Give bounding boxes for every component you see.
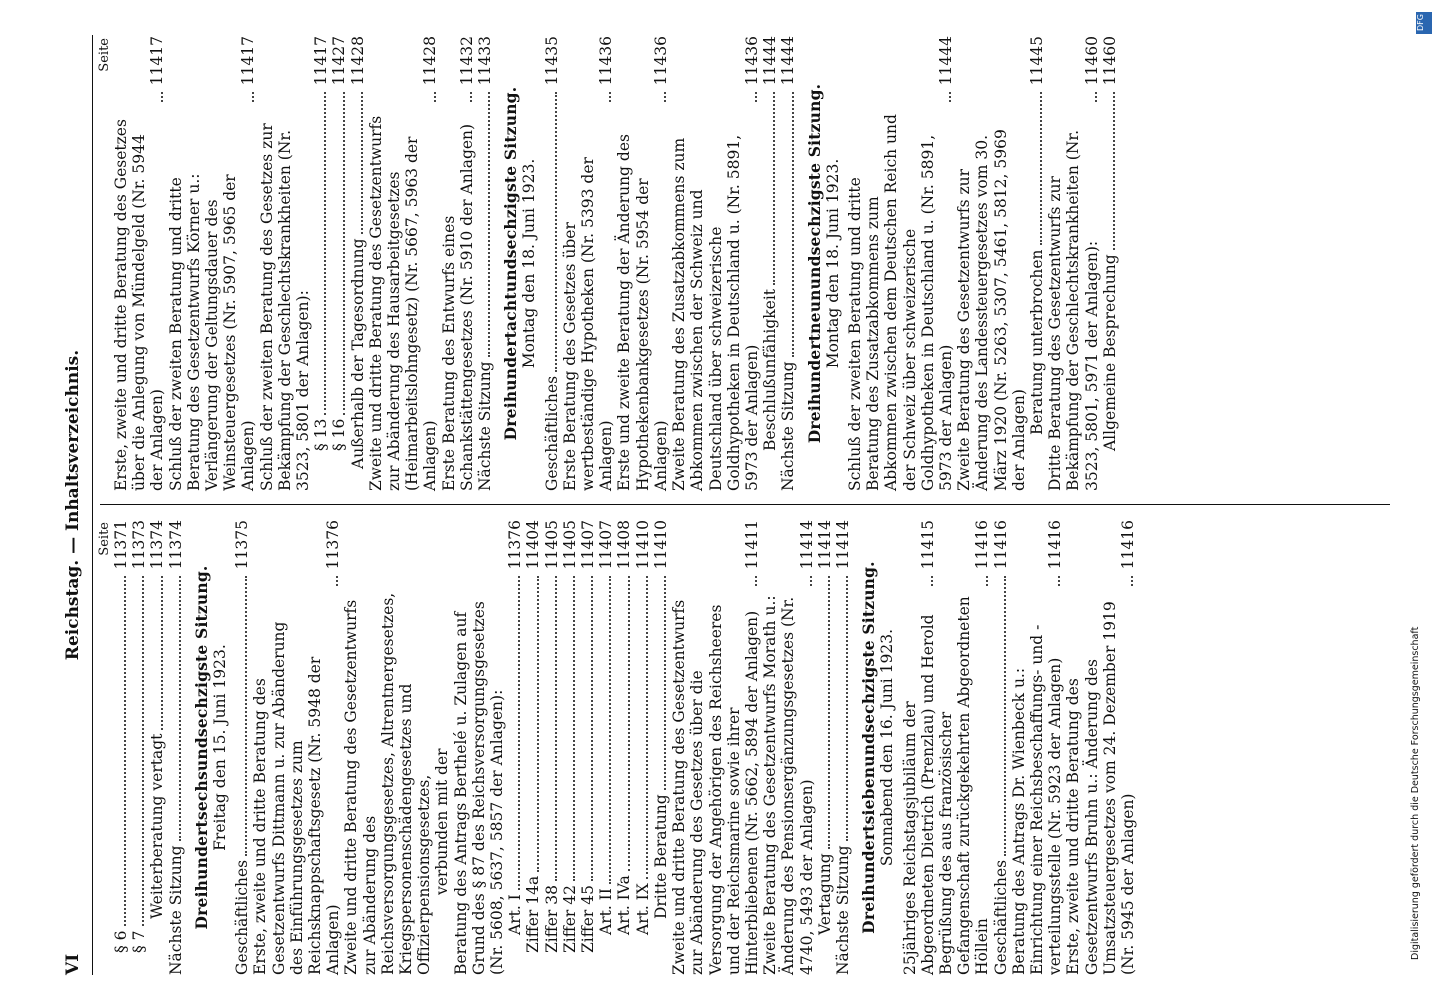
leader-dots bbox=[931, 576, 933, 586]
leader-dots bbox=[664, 576, 666, 790]
page-header bbox=[60, 35, 88, 975]
entry-text: Weiterberatung vertagt bbox=[148, 733, 167, 919]
entry-text: § 7 bbox=[130, 930, 149, 953]
toc-entry bbox=[367, 36, 440, 491]
page-ref: 11436 bbox=[651, 36, 670, 86]
toc-entry bbox=[779, 36, 797, 491]
toc-entry bbox=[167, 36, 258, 491]
page-ref: 11414 bbox=[797, 520, 816, 570]
leader-dots bbox=[1113, 92, 1115, 250]
entry-text: Beratung des Antrags Dr. Wienbeck u.: Einrichtung einer Reichsbeschaffungs- und -verteilungsstelle (Nr. 5923 der Anlagen) bbox=[1009, 624, 1065, 975]
leader-dots bbox=[609, 92, 611, 102]
toc-entry bbox=[615, 36, 670, 491]
page-ref: 11444 bbox=[779, 36, 798, 86]
toc-entry bbox=[937, 520, 992, 975]
leader-dots bbox=[664, 92, 666, 102]
session-heading: Dreihundertsiebenundsechzigste Sitzung. bbox=[859, 561, 879, 934]
session-date: Freitag den 15. Juni 1923. bbox=[211, 644, 230, 851]
entry-text: Erste, zweite und dritte Beratung des Gesetzentwurfs Dittmann u. zur Abänderung des Einführungsgesetzes zum Reichsknappschaftsgesetz (Nr. 5948 der Anlagen) bbox=[251, 621, 343, 975]
leader-dots bbox=[142, 576, 144, 926]
leader-dots bbox=[1058, 576, 1060, 586]
entry-text: Geschäftliches bbox=[233, 859, 252, 975]
entry-text: Schluß der zweiten Beratung und dritte Beratung des Zusatzabkommens zum Abkommen zwischen dem Deutschen Reich und der Schweiz über schweizerische Goldhypotheken in Deutschland u. (Nr. 5891, 5973 der Anlagen) bbox=[845, 114, 955, 491]
toc-entry bbox=[561, 520, 579, 975]
toc-entry bbox=[476, 36, 494, 491]
entry-text: verbunden mit der bbox=[433, 748, 452, 895]
toc-entry bbox=[312, 36, 330, 491]
leader-dots bbox=[124, 576, 126, 926]
toc-entry bbox=[330, 36, 348, 491]
entry-text: § 16 bbox=[330, 418, 349, 451]
entry-text: Geschäftliches bbox=[542, 375, 561, 491]
entry-text: Zweite Beratung des Zusatzabkommens zum Abkommen zwischen der Schweiz und Deutschland über schweizerische Goldhypotheken in Deutschland u. (Nr. 5891, 5973 der Anlagen) bbox=[670, 134, 761, 491]
entry-text: Allgemeine Besprechung bbox=[1100, 254, 1119, 451]
page-ref: 11417 bbox=[239, 36, 258, 86]
page-ref: 11376 bbox=[506, 520, 525, 570]
entry-text: Zweite und dritte Beratung des Gesetzentwurfs zur Abänderung des Hausarbeitgesetzes (Heimarbeitslohngesetz) (Nr. 5667, 5963 der Anlagen) bbox=[366, 115, 440, 491]
toc-entry bbox=[670, 520, 761, 975]
toc-entry bbox=[1064, 520, 1137, 975]
toc-entry bbox=[761, 520, 816, 975]
entry-text: Beratung unterbrochen bbox=[1027, 249, 1046, 435]
entry-text: Geschäftliches bbox=[991, 859, 1010, 975]
page-ref: 11416 bbox=[991, 520, 1010, 570]
leader-dots bbox=[555, 576, 557, 881]
toc-entry bbox=[1046, 36, 1101, 491]
toc-entry bbox=[543, 520, 561, 975]
entry-text: Nächste Sitzung bbox=[476, 361, 495, 491]
entry-text: Begrüßung des aus französischer Gefangenschaft zurückgekehrten Abgeordneten Höllein bbox=[936, 596, 992, 975]
entry-text: Nächste Sitzung bbox=[779, 361, 798, 491]
page-ref: 11410 bbox=[633, 520, 652, 570]
header-rule bbox=[92, 35, 93, 975]
leader-dots bbox=[810, 576, 812, 586]
leader-dots bbox=[628, 576, 630, 871]
toc-entry bbox=[258, 36, 313, 491]
page-number: VI bbox=[63, 953, 83, 975]
toc-entry bbox=[761, 36, 779, 491]
page-ref: 11460 bbox=[1082, 36, 1101, 86]
toc-entry bbox=[130, 520, 148, 975]
toc-entry bbox=[579, 520, 597, 975]
page-ref: 11445 bbox=[1027, 36, 1046, 86]
page-ref: 11444 bbox=[761, 36, 780, 86]
page-ref: 11427 bbox=[330, 36, 349, 86]
entry-text: Ziffer 14a bbox=[524, 875, 543, 953]
page-ref: 11417 bbox=[312, 36, 331, 86]
entry-text: Beratung des Antrags Berthelé u. Zulagen auf Grund des § 87 des Reichsversorgungsgesetzes (Nr. 5608, 5637, 5857 der Anlagen): bbox=[451, 601, 507, 975]
leader-dots bbox=[555, 92, 557, 372]
toc-entry bbox=[1028, 36, 1046, 491]
page-ref: 11436 bbox=[742, 36, 761, 86]
entry-text: Art. IVa bbox=[615, 875, 634, 935]
page-ref: 11405 bbox=[560, 520, 579, 570]
session-date: Montag den 18. Juni 1923. bbox=[823, 158, 842, 369]
entry-text: Schluß der zweiten Beratung des Gesetzes zur Bekämpfung der Geschlechtskrankheiten (Nr. 3523, 5801 der Anlagen): bbox=[257, 123, 313, 491]
page-ref: 11432 bbox=[457, 36, 476, 86]
page-ref: 11414 bbox=[815, 520, 834, 570]
entry-text: Vertagung bbox=[815, 853, 834, 935]
page-ref: 11411 bbox=[742, 520, 761, 570]
toc-entry bbox=[440, 36, 476, 491]
page-ref: 11407 bbox=[597, 520, 616, 570]
entry-text: Nächste Sitzung bbox=[833, 845, 852, 975]
toc-entry bbox=[524, 520, 542, 975]
leader-dots bbox=[336, 576, 338, 586]
page-ref: 11416 bbox=[1046, 520, 1065, 570]
page-ref: 11414 bbox=[833, 520, 852, 570]
leader-dots bbox=[434, 92, 436, 102]
toc-entry bbox=[148, 520, 166, 975]
toc-entry bbox=[652, 520, 670, 975]
toc-entry bbox=[112, 36, 167, 491]
page-ref: 11404 bbox=[524, 520, 543, 570]
toc-entry bbox=[112, 520, 130, 975]
entry-text: Art. II bbox=[597, 888, 616, 935]
toc-entry bbox=[561, 36, 616, 491]
page-ref: 11374 bbox=[148, 520, 167, 570]
leader-dots bbox=[591, 576, 593, 881]
toc-entry bbox=[506, 520, 524, 975]
leader-dots bbox=[245, 576, 247, 856]
page-ref: 11433 bbox=[476, 36, 495, 86]
page-ref: 11417 bbox=[148, 36, 167, 86]
left-column bbox=[96, 520, 1396, 975]
toc-entry bbox=[834, 520, 852, 975]
entry-text: Ziffer 42 bbox=[560, 885, 579, 953]
leader-dots bbox=[573, 576, 575, 881]
entry-text: Ziffer 38 bbox=[542, 885, 561, 953]
toc-entry bbox=[846, 36, 955, 491]
page-ref: 11376 bbox=[324, 520, 343, 570]
entry-text: Beschlußunfähigkeit bbox=[761, 288, 780, 451]
toc-entry bbox=[452, 520, 507, 975]
entry-text: Erste und zweite Beratung der Änderung des Hypothekenbankgesetzes (Nr. 5954 der Anlagen) bbox=[615, 134, 670, 491]
leader-dots bbox=[755, 576, 757, 586]
toc-entry bbox=[901, 520, 937, 975]
entry-text: Nächste Sitzung bbox=[166, 845, 185, 975]
entry-text: 25jähriges Reichstagsjubiläum der Abgeordneten Dietrich (Prenzlau) und Herold bbox=[900, 614, 937, 975]
toc-entry bbox=[615, 520, 633, 975]
column-divider bbox=[100, 504, 1390, 505]
toc-entry bbox=[251, 520, 342, 975]
session-heading: Dreihundertsechsundsechzigste Sitzung. bbox=[191, 565, 211, 930]
leader-dots bbox=[1131, 576, 1133, 586]
page-title: Reichstag. — Inhaltsverzeichnis. bbox=[63, 349, 83, 661]
page-ref: 11416 bbox=[973, 520, 992, 570]
leader-dots bbox=[470, 92, 472, 102]
page-ref: 11436 bbox=[597, 36, 616, 86]
leader-dots bbox=[846, 576, 848, 841]
entry-text: § 6 bbox=[112, 930, 130, 953]
page-ref: 11428 bbox=[421, 36, 440, 86]
leader-dots bbox=[488, 92, 490, 357]
toc-entry bbox=[816, 520, 834, 975]
leader-dots bbox=[324, 92, 326, 415]
page-ref: 11405 bbox=[542, 520, 561, 570]
leader-dots bbox=[1040, 92, 1042, 245]
leader-dots bbox=[161, 92, 163, 102]
session-heading: Dreihundertneunundsechzigste Sitzung. bbox=[804, 83, 824, 444]
session-date: Montag den 18. Juni 1923. bbox=[520, 158, 539, 369]
leader-dots bbox=[755, 92, 757, 102]
page-ref: 11375 bbox=[233, 520, 252, 570]
page-ref: 11428 bbox=[348, 36, 367, 86]
entry-text: § 13 bbox=[312, 418, 331, 451]
leader-dots bbox=[986, 576, 988, 586]
dfg-logo: DFG bbox=[1416, 12, 1432, 34]
leader-dots bbox=[179, 576, 181, 841]
page-ref: 11371 bbox=[112, 520, 130, 570]
toc-entry bbox=[543, 36, 561, 491]
seite-label: Seite bbox=[97, 522, 112, 556]
toc-entry bbox=[349, 36, 367, 491]
entry-text: Außerhalb der Tagesordnung bbox=[348, 238, 367, 469]
page-ref: 11415 bbox=[918, 520, 937, 570]
page-ref: 11416 bbox=[1118, 520, 1137, 570]
page-ref: 11374 bbox=[166, 520, 185, 570]
entry-text: Zweite Beratung des Gesetzentwurfs zur Änderung des Landessteuergesetzes vom 30. März 1920 (Nr. 5263, 5307, 5461, 5812, 5969 der Anlagen) bbox=[955, 129, 1028, 491]
entry-text: Dritte Beratung bbox=[651, 794, 670, 919]
entry-text: Zweite und dritte Beratung des Gesetzentwurfs zur Abänderung des Reichsversorgungsgesetzes, Altrentnergesetzes, Kriegspersonenschädengesetzes und Offizierpensionsgesetzes, bbox=[342, 592, 434, 975]
leader-dots bbox=[537, 576, 539, 872]
toc-entry bbox=[167, 520, 185, 975]
entry-text: Erste Beratung des Entwurfs eines Schankstättengesetzes (Nr. 5910 der Anlagen) bbox=[439, 123, 476, 491]
toc-entry bbox=[433, 520, 451, 975]
entry-text: Zweite und dritte Beratung des Gesetzentwurfs zur Abänderung des Gesetzes über die Versorgung der Angehörigen des Reichsheeres und der Reichsmarine sowie ihrer Hinterbliebenen (Nr. 5662, 5894 der Anlagen) bbox=[670, 599, 761, 975]
page-ref: 11435 bbox=[542, 36, 561, 86]
leader-dots bbox=[252, 92, 254, 102]
leader-dots bbox=[361, 92, 363, 234]
session-date: Sonnabend den 16. Juni 1923. bbox=[878, 628, 897, 867]
entry-text: Ziffer 45 bbox=[579, 885, 598, 953]
page-ref: 11444 bbox=[936, 36, 955, 86]
toc-entry bbox=[955, 36, 1028, 491]
toc-entry bbox=[670, 36, 761, 491]
page-ref: 11410 bbox=[651, 520, 670, 570]
right-column bbox=[96, 36, 1396, 491]
leader-dots bbox=[792, 92, 794, 357]
session-heading: Dreihundertachtundsechzigste Sitzung. bbox=[501, 86, 521, 441]
seite-label: Seite bbox=[97, 38, 112, 72]
entry-text: Art. I bbox=[506, 894, 525, 935]
leader-dots bbox=[1095, 92, 1097, 102]
entry-text: Schluß der zweiten Beratung und dritte Beratung des Gesetzentwurfs Körner u.: Verlängerung der Geltungsdauer des Weinsteuergesetzes (Nr. 5907, 5965 der Anlagen) bbox=[166, 173, 258, 491]
toc-entry bbox=[634, 520, 652, 975]
entry-text: Art. IX bbox=[633, 883, 652, 935]
toc-entry bbox=[992, 520, 1010, 975]
rotated-page bbox=[60, 35, 1400, 975]
leader-dots bbox=[828, 576, 830, 849]
leader-dots bbox=[1004, 576, 1006, 856]
page-ref: 11373 bbox=[130, 520, 149, 570]
leader-dots bbox=[646, 576, 648, 879]
page-ref: 11407 bbox=[579, 520, 598, 570]
page-ref: 11408 bbox=[615, 520, 634, 570]
leader-dots bbox=[949, 92, 951, 102]
entry-text: Zweite Beratung des Gesetzentwurfs Morath u.: Änderung des Pensionsergänzungsgesetzes (Nr. 4740, 5493 der Anlagen) bbox=[761, 595, 816, 975]
toc-entry bbox=[233, 520, 251, 975]
entry-text: Erste Beratung des Gesetzes über wertbeständige Hypotheken (Nr. 5393 der Anlagen) bbox=[560, 157, 616, 491]
toc-entry bbox=[1010, 520, 1065, 975]
digitization-note: Digitalisierung gefördert durch die Deutsche Forschungsgemeinschaft bbox=[1410, 626, 1421, 960]
entry-text: Erste, zweite und dritte Beratung des Gesetzentwurfs Bruhn u.: Änderung des Umsatzsteuergesetzes vom 24. Dezember 1919 (Nr. 5945 der Anlagen) bbox=[1064, 601, 1137, 975]
entry-text: Erste, zweite und dritte Beratung des Gesetzes über die Anlegung von Mündelgeld (Nr. 5944 der Anlagen) bbox=[112, 119, 167, 491]
toc-entry bbox=[597, 520, 615, 975]
toc-entry bbox=[1101, 36, 1119, 491]
page-ref: 11460 bbox=[1100, 36, 1119, 86]
leader-dots bbox=[343, 92, 345, 415]
leader-dots bbox=[161, 576, 163, 730]
leader-dots bbox=[609, 576, 611, 884]
toc-entry bbox=[342, 520, 433, 975]
leader-dots bbox=[773, 92, 775, 285]
entry-text: Dritte Beratung des Gesetzentwurfs zur Bekämpfung der Geschlechtskrankheiten (Nr. 3523, 5801, 5971 der Anlagen): bbox=[1046, 129, 1101, 491]
leader-dots bbox=[518, 576, 520, 890]
